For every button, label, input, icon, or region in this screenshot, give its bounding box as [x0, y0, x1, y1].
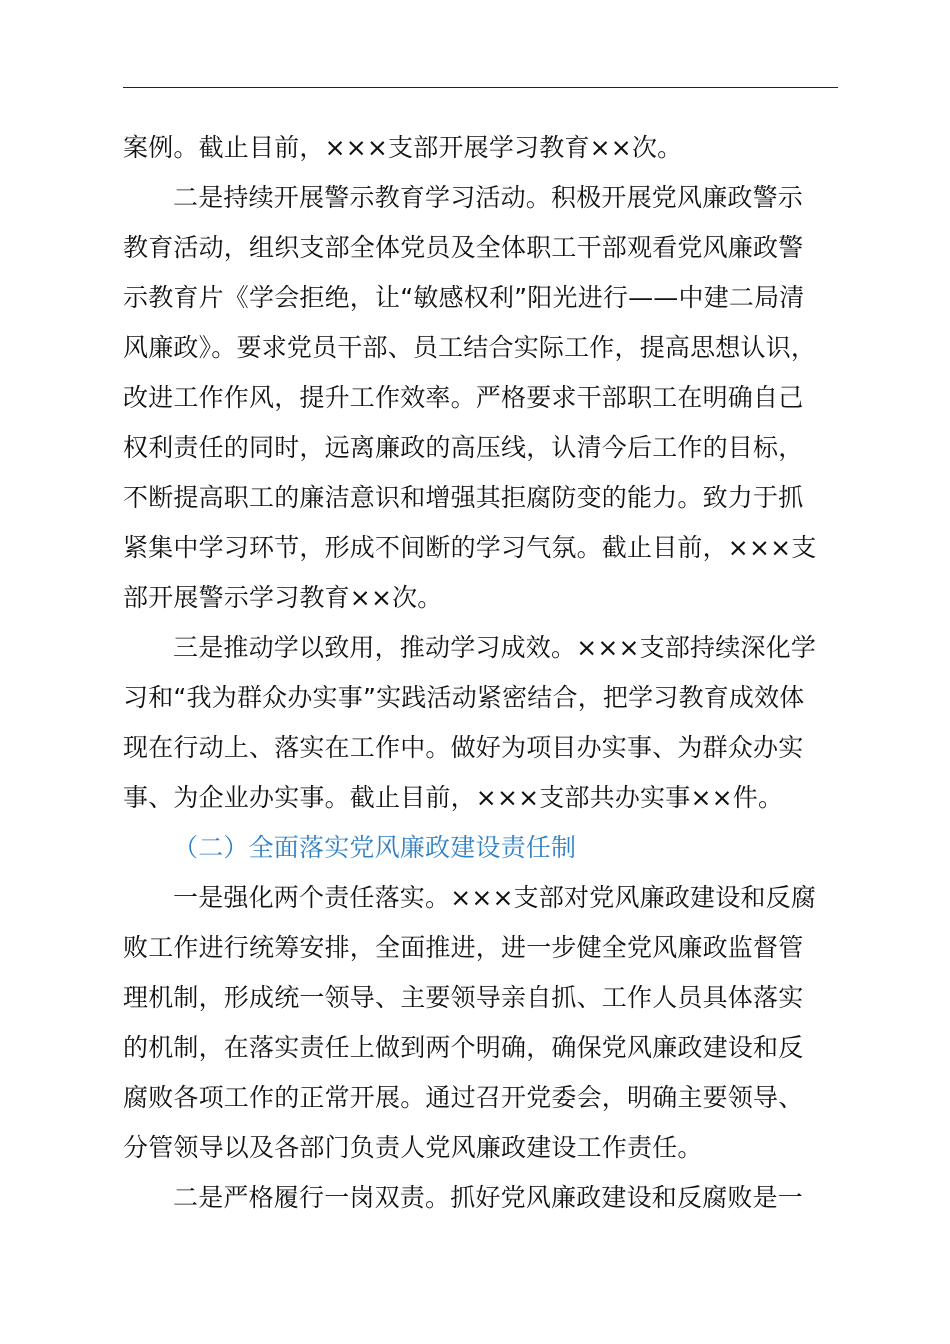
paragraph-start-line: 二是持续开展警示教育学习活动。积极开展党风廉政警示 — [173, 183, 804, 212]
text-line: 理机制，形成统一领导、主要领导亲自抓、工作人员具体落实 — [123, 983, 804, 1012]
paragraph-start-line: 二是严格履行一岗双责。抓好党风廉政建设和反腐败是一 — [173, 1183, 804, 1212]
paragraph-start-line: 三是推动学以致用，推动学习成效。×××支部持续深化学 — [173, 633, 817, 662]
text-line: 风廉政》。要求党员干部、员工结合实际工作，提高思想认识， — [123, 333, 817, 362]
text-line: 分管领导以及各部门负责人党风廉政建设工作责任。 — [123, 1133, 703, 1162]
header-rule — [123, 87, 838, 88]
text-line: 紧集中学习环节，形成不间断的学习气氛。截止目前，×××支 — [123, 533, 817, 562]
paragraph-start-line: 一是强化两个责任落实。×××支部对党风廉政建设和反腐 — [173, 883, 817, 912]
text-line: 案例。截止目前，×××支部开展学习教育××次。 — [123, 133, 683, 162]
text-line: 的机制，在落实责任上做到两个明确，确保党风廉政建设和反 — [123, 1033, 804, 1062]
text-line: 权利责任的同时，远离廉政的高压线，认清今后工作的目标， — [123, 433, 804, 462]
text-line: 部开展警示学习教育××次。 — [123, 583, 443, 612]
text-line: 改进工作作风，提升工作效率。严格要求干部职工在明确自己 — [123, 383, 804, 412]
text-line: 习和“我为群众办实事”实践活动紧密结合，把学习教育成效体 — [123, 683, 805, 712]
text-line: 不断提高职工的廉洁意识和增强其拒腐防变的能力。致力于抓 — [123, 483, 804, 512]
section-heading: （二）全面落实党风廉政建设责任制 — [173, 833, 577, 862]
text-line: 败工作进行统筹安排，全面推进，进一步健全党风廉政监督管 — [123, 933, 804, 962]
text-line: 教育活动，组织支部全体党员及全体职工干部观看党风廉政警 — [123, 233, 804, 262]
text-line: 现在行动上、落实在工作中。做好为项目办实事、为群众办实 — [123, 733, 804, 762]
text-line: 腐败各项工作的正常开展。通过召开党委会，明确主要领导、 — [123, 1083, 804, 1112]
text-line: 事、为企业办实事。截止目前，×××支部共办实事××件。 — [123, 783, 784, 812]
text-line: 示教育片《学会拒绝，让“敏感权利”阳光进行——中建二局清 — [123, 283, 805, 312]
